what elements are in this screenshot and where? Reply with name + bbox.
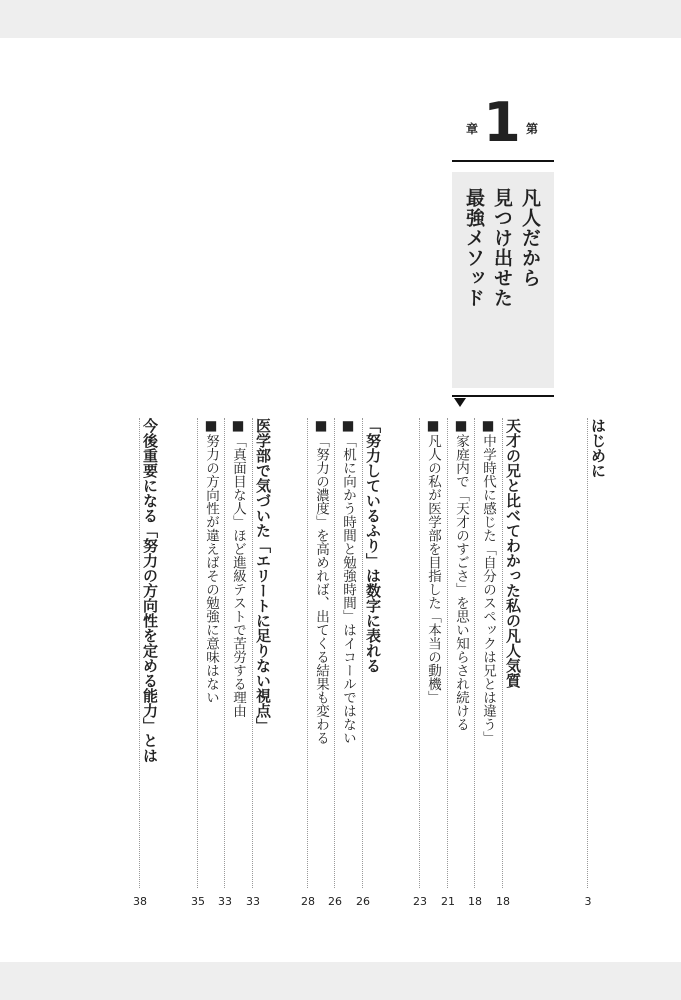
toc-section-entry[interactable] [575, 418, 607, 910]
chapter-title-line-2: 見つけ出せた [491, 188, 513, 308]
toc-entry-title: 医学部で気づいた「エリートに足りない視点」 [255, 418, 270, 737]
toc-entry-title: 「努力しているふり」は数字に表れる [365, 418, 380, 677]
toc-entry-title: ■家庭内で「天才のすごさ」を思い知らされ続ける [454, 418, 468, 735]
toc-page-number: 26 [344, 894, 382, 910]
toc-page-number: 21 [429, 894, 467, 910]
toc-page-number: 33 [206, 894, 244, 910]
toc-page-number: 35 [179, 894, 217, 910]
chapter-title-line-1: 凡人だから [519, 188, 541, 288]
toc-entry-title: 今後重要になる「努力の方向性を定める能力」とは [142, 418, 157, 767]
triangle-marker-icon [454, 398, 466, 407]
toc-page-number: 26 [316, 894, 354, 910]
chapter-rule-top [452, 160, 554, 162]
toc-page-number: 18 [484, 894, 522, 910]
toc-section-entry[interactable] [127, 418, 159, 910]
toc-page-number: 3 [569, 894, 607, 910]
toc-entry-title: ■中学時代に感じた「自分のスペックは兄とは違う」 [481, 418, 495, 749]
toc-subsection-entry[interactable] [407, 418, 441, 910]
toc-subsection-entry[interactable] [295, 418, 329, 910]
chapter-suffix: 章 [466, 122, 479, 136]
chapter-rule-bottom [452, 395, 554, 397]
chapter-heading [452, 91, 554, 156]
chapter-title-line-3: 最強メソッド [463, 188, 485, 308]
toc-entry-title: 天才の兄と比べてわかった私の凡人気質 [505, 418, 520, 692]
toc-page-number: 23 [401, 894, 439, 910]
toc-entry-title: ■「努力の濃度」を高めれば、出てくる結果も変わる [314, 418, 328, 749]
toc-page-number: 18 [456, 894, 494, 910]
toc-entry-title: ■努力の方向性が違えばその勉強に意味はない [204, 418, 218, 708]
toc-entry-title: ■凡人の私が医学部を目指した「本当の動機」 [426, 418, 440, 708]
toc-page-number: 33 [234, 894, 272, 910]
toc-page-number: 28 [289, 894, 327, 910]
toc-subsection-entry[interactable] [185, 418, 219, 910]
toc-entry-title: はじめに [590, 418, 605, 482]
toc-page-number: 38 [121, 894, 159, 910]
chapter-number: 1 [483, 91, 521, 154]
toc-entry-title: ■「机に向かう時間と勉強時間」はイコールではない [341, 418, 355, 749]
chapter-prefix: 第 [526, 122, 539, 136]
toc-leader-dots [587, 418, 588, 888]
chapter-title-box [452, 172, 554, 388]
toc-entry-title: ■「真面目な人」ほど進級テストで苦労する理由 [231, 418, 245, 722]
